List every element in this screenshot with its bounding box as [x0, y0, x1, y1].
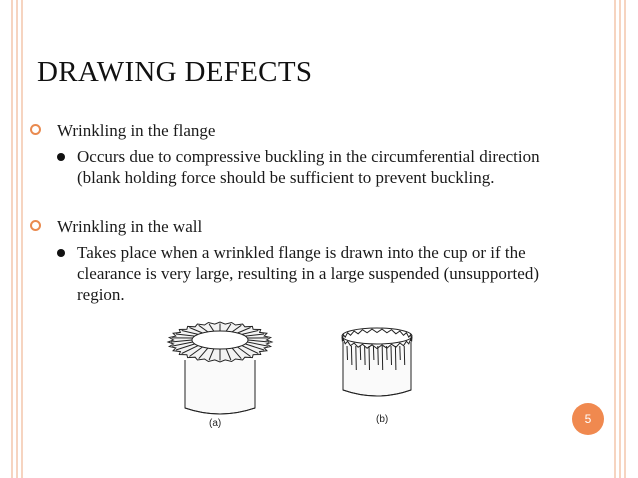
sub-bullet-line: Occurs due to compressive buckling in the circumferential direction [77, 147, 540, 166]
sub-bullet-line: (blank holding force should be sufficient to prevent buckling. [77, 168, 495, 187]
wall-wrinkle-line [369, 346, 370, 370]
cup-b-drawing [342, 328, 412, 396]
wall-wrinkle-line [373, 346, 374, 360]
bullet-text: Wrinkling in the wall [57, 217, 203, 236]
page-number-badge: 5 [572, 403, 604, 435]
wrinkling-figure [150, 308, 430, 436]
cup-a-drawing [168, 322, 272, 414]
ring-bullet-icon [30, 220, 41, 231]
sub-bullet-line: Takes place when a wrinkled flange is drawn into the cup or if the [77, 243, 526, 262]
wall-wrinkle-line [400, 346, 401, 360]
dot-bullet-icon [57, 153, 65, 161]
ring-bullet-icon [30, 124, 41, 135]
wall-wrinkle-line [351, 346, 352, 365]
sub-bullet-line: clearance is very large, resulting in a large suspended (unsupported) [77, 264, 539, 283]
wall-wrinkle-line [378, 346, 379, 365]
wall-wrinkle-line [356, 346, 357, 370]
wall-wrinkle-line [365, 346, 366, 365]
dot-bullet-icon [57, 249, 65, 257]
slide-title: DRAWING DEFECTS [37, 56, 313, 88]
sub-bullet-item [57, 242, 539, 305]
wall-wrinkle-line [347, 346, 348, 360]
wall-wrinkle-line [382, 346, 383, 370]
figure-label-b: (b) [376, 414, 389, 425]
bullet-item-wall [30, 216, 202, 237]
bullet-text: Wrinkling in the flange [57, 121, 216, 140]
wall-wrinkle-line [404, 346, 405, 365]
wall-wrinkle-line [395, 346, 396, 370]
bullet-item-flange [30, 120, 215, 141]
sub-bullet-line: region. [77, 285, 125, 304]
wall-wrinkle-line [387, 346, 388, 360]
figure-label-a: (a) [209, 418, 222, 429]
wall-wrinkle-line [360, 346, 361, 360]
wall-wrinkle-line [391, 346, 392, 365]
sub-bullet-item [57, 146, 540, 188]
